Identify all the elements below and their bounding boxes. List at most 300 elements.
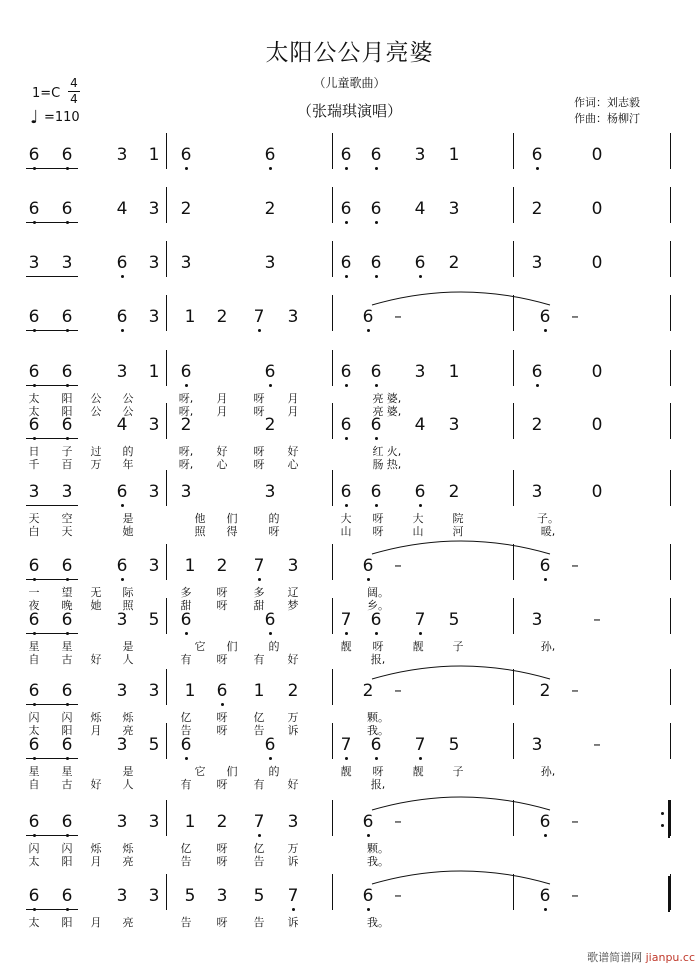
note: 6 [414,482,426,502]
lyric-syllable: 我。 [367,724,389,737]
note: 6 [28,362,40,382]
lyric-syllable: 呀 [216,653,228,666]
lyric-syllable: 亿 [180,711,192,724]
sustain-dash: – [394,886,402,904]
lyric-syllable: 呀 [216,599,228,612]
lyric-syllable: 阔。 [367,586,389,599]
note: 6 [370,253,382,273]
note: 6 [539,812,551,832]
lyric-syllable: 们 [226,765,238,778]
note: 6 [264,610,276,630]
note: 7 [414,610,426,630]
note: 6 [264,735,276,755]
lyric-syllable: 呀 [216,711,228,724]
lyric-syllable: 公 [90,392,102,405]
lyric-syllable: 们 [226,512,238,525]
lyric-syllable: 太 [28,724,40,737]
lyric-syllable: 报, [370,653,386,666]
lyric-syllable: 热, [386,458,402,471]
note: 6 [28,886,40,906]
note: 6 [61,415,73,435]
lyric-syllable: 无 [90,586,102,599]
note: 3 [116,610,128,630]
lyric-syllable: 孙, [540,640,556,653]
note: 5 [253,886,265,906]
lyricist-credit: 作词：刘志毅 [574,96,640,109]
lyric-syllable: 诉 [287,724,299,737]
note: 6 [61,812,73,832]
note: 6 [28,307,40,327]
lyric-syllable: 公 [122,405,134,418]
lyric-syllable: 千 [28,458,40,471]
lyric-syllable: 火, [386,445,402,458]
lyric-syllable: 的 [268,765,280,778]
note: 5 [448,610,460,630]
lyric-syllable: 星 [28,765,40,778]
note: 6 [370,362,382,382]
lyric-syllable: 闪 [61,711,73,724]
lyric-syllable: 月 [90,724,102,737]
lyric-syllable: 亮 [122,724,134,737]
lyric-syllable: 子 [452,765,464,778]
lyric-syllable: 望 [61,586,73,599]
lyric-syllable: 报, [370,778,386,791]
sustain-dash: – [571,556,579,574]
note: 6 [61,681,73,701]
note: 6 [28,610,40,630]
note: 6 [264,362,276,382]
lyric-syllable: 阳 [61,405,73,418]
note: 4 [414,415,426,435]
lyric-syllable: 婆, [386,392,402,405]
note: 2 [264,199,276,219]
note: 6 [180,610,192,630]
note: 3 [116,681,128,701]
lyric-syllable: 太 [28,855,40,868]
lyric-syllable: 万 [90,458,102,471]
note: 3 [264,482,276,502]
note: 6 [531,362,543,382]
note: 5 [148,610,160,630]
lyric-syllable: 自 [28,653,40,666]
lyric-syllable: 她 [122,525,134,538]
lyric-syllable: 星 [61,640,73,653]
note: 7 [287,886,299,906]
lyric-syllable: 一 [28,586,40,599]
lyric-syllable: 白 [28,525,40,538]
sustain-dash: – [571,812,579,830]
lyric-syllable: 照 [194,525,206,538]
lyric-syllable: 月 [216,392,228,405]
note: 6 [28,556,40,576]
lyric-syllable: 际 [122,586,134,599]
sustain-dash: – [571,681,579,699]
note: 6 [370,145,382,165]
note: 6 [180,145,192,165]
note: 6 [61,735,73,755]
lyric-syllable: 万 [287,711,299,724]
lyric-syllable: 他 [194,512,206,525]
note: 2 [531,415,543,435]
note: 6 [370,482,382,502]
lyric-syllable: 晚 [61,599,73,612]
singer-credit: （张瑞琪演唱） [296,102,402,120]
lyric-syllable: 呀 [372,640,384,653]
lyric-syllable: 闪 [61,842,73,855]
note: 3 [148,886,160,906]
lyric-syllable: 院 [452,512,464,525]
lyric-syllable: 好 [287,778,299,791]
note: 3 [287,556,299,576]
lyric-syllable: 暖, [540,525,556,538]
sustain-dash: – [394,556,402,574]
note: 2 [287,681,299,701]
note: 3 [531,253,543,273]
lyric-syllable: 阳 [61,855,73,868]
lyric-syllable: 我。 [367,855,389,868]
note: 6 [61,145,73,165]
note: 0 [591,415,603,435]
note: 3 [61,482,73,502]
note: 3 [148,556,160,576]
note: 1 [184,307,196,327]
watermark-domain: jianpu.cc [645,951,695,964]
note: 2 [216,812,228,832]
sustain-dash: – [394,681,402,699]
sustain-dash: – [394,812,402,830]
note: 3 [116,735,128,755]
note: 6 [539,556,551,576]
note: 3 [264,253,276,273]
note: 6 [340,482,352,502]
lyric-syllable: 月 [90,855,102,868]
lyric-syllable: 大 [340,512,352,525]
note: 6 [340,253,352,273]
note: 2 [539,681,551,701]
lyric-syllable: 多 [253,586,265,599]
lyric-syllable: 的 [268,640,280,653]
lyric-syllable: 好 [287,445,299,458]
key-signature: 1=C [32,86,61,101]
time-signature-bottom: 4 [70,92,78,106]
note: 4 [414,199,426,219]
slur [372,292,550,305]
note: 5 [148,735,160,755]
note: 6 [61,199,73,219]
lyric-syllable: 好 [287,653,299,666]
lyric-syllable: 梦 [287,599,299,612]
lyric-syllable: 诉 [287,855,299,868]
note: 1 [148,145,160,165]
lyric-syllable: 子 [452,640,464,653]
note: 3 [116,362,128,382]
note: 3 [148,482,160,502]
lyric-syllable: 心 [287,458,299,471]
note: 6 [370,610,382,630]
lyric-syllable: 呀 [253,458,265,471]
note: 4 [116,199,128,219]
quarter-note-icon: ♩ [30,107,39,128]
lyric-syllable: 颗。 [367,842,389,855]
tempo-mark: =110 [44,110,80,125]
lyric-syllable: 夜 [28,599,40,612]
note: 3 [287,812,299,832]
note: 1 [253,681,265,701]
note: 6 [116,482,128,502]
lyric-syllable: 有 [180,778,192,791]
lyric-syllable: 烁 [122,711,134,724]
lyric-syllable: 闪 [28,842,40,855]
note: 3 [148,415,160,435]
lyric-syllable: 乡。 [367,599,389,612]
note: 2 [180,199,192,219]
lyric-syllable: 大 [412,512,424,525]
lyric-syllable: 自 [28,778,40,791]
note: 6 [370,415,382,435]
lyric-syllable: 甜 [253,599,265,612]
note: 2 [180,415,192,435]
note: 1 [184,812,196,832]
note: 3 [61,253,73,273]
lyric-syllable: 古 [61,778,73,791]
lyric-syllable: 靓 [340,640,352,653]
note: 6 [340,362,352,382]
lyric-syllable: 她 [90,599,102,612]
note: 2 [264,415,276,435]
lyric-syllable: 孙, [540,765,556,778]
slur [372,797,550,810]
note: 3 [180,482,192,502]
song-title: 太阳公公月亮婆 [265,40,434,66]
lyric-syllable: 河 [452,525,464,538]
lyric-syllable: 告 [180,855,192,868]
lyric-syllable: 万 [287,842,299,855]
lyric-syllable: 阳 [61,392,73,405]
lyric-syllable: 亮 [372,392,384,405]
lyric-syllable: 山 [340,525,352,538]
lyric-syllable: 是 [122,512,134,525]
lyric-syllable: 有 [253,653,265,666]
note: 6 [531,145,543,165]
lyric-syllable: 太 [28,392,40,405]
note: 6 [180,735,192,755]
watermark [587,949,695,965]
note: 6 [362,812,374,832]
lyric-syllable: 人 [122,653,134,666]
lyric-syllable: 告 [253,724,265,737]
lyric-syllable: 月 [216,405,228,418]
note: 6 [539,307,551,327]
lyric-syllable: 们 [226,640,238,653]
lyric-syllable: 靓 [412,765,424,778]
note: 2 [216,556,228,576]
lyric-syllable: 告 [253,916,265,929]
note: 3 [448,199,460,219]
lyric-syllable: 好 [216,445,228,458]
lyric-syllable: 烁 [90,711,102,724]
note: 2 [448,253,460,273]
note: 7 [340,610,352,630]
slur [372,666,550,679]
note: 6 [539,886,551,906]
lyric-syllable: 多 [180,586,192,599]
note: 0 [591,362,603,382]
lyric-syllable: 呀, [178,392,194,405]
lyric-syllable: 人 [122,778,134,791]
lyric-syllable: 靓 [412,640,424,653]
lyric-syllable: 呀 [253,392,265,405]
lyric-syllable: 的 [122,445,134,458]
lyric-syllable: 告 [253,855,265,868]
note: 5 [448,735,460,755]
note: 6 [340,199,352,219]
note: 2 [216,307,228,327]
lyric-syllable: 红 [372,445,384,458]
note: 2 [531,199,543,219]
lyric-syllable: 日 [28,445,40,458]
note: 6 [61,886,73,906]
note: 2 [448,482,460,502]
note: 6 [362,307,374,327]
lyric-syllable: 好 [90,653,102,666]
lyric-syllable: 照 [122,599,134,612]
lyric-syllable: 肠 [372,458,384,471]
lyric-syllable: 阳 [61,724,73,737]
note: 7 [340,735,352,755]
song-subtitle: （儿童歌曲） [313,76,386,90]
slur [372,871,550,884]
note: 3 [531,610,543,630]
lyric-syllable: 天 [28,512,40,525]
lyric-syllable: 古 [61,653,73,666]
lyric-syllable: 是 [122,640,134,653]
note: 3 [414,145,426,165]
note: 6 [264,145,276,165]
note: 1 [448,362,460,382]
note: 6 [370,735,382,755]
lyric-syllable: 月 [90,916,102,929]
lyric-syllable: 亮 [122,855,134,868]
lyric-syllable: 烁 [122,842,134,855]
watermark-text: 歌谱简谱网 [587,951,646,964]
note: 7 [253,307,265,327]
sustain-dash: – [571,886,579,904]
note: 7 [253,556,265,576]
composer-credit: 作曲：杨柳汀 [574,112,640,125]
lyric-syllable: 亮 [122,916,134,929]
note: 1 [184,556,196,576]
note: 6 [61,610,73,630]
note: 3 [148,681,160,701]
note: 3 [116,886,128,906]
lyric-syllable: 月 [287,392,299,405]
note: 3 [148,199,160,219]
lyric-syllable: 呀 [253,405,265,418]
lyric-syllable: 婆, [386,405,402,418]
lyric-syllable: 月 [287,405,299,418]
note: 3 [414,362,426,382]
lyric-syllable: 太 [28,916,40,929]
lyric-syllable: 过 [90,445,102,458]
note: 6 [180,362,192,382]
note: 3 [148,307,160,327]
lyric-syllable: 告 [180,916,192,929]
lyric-syllable: 星 [61,765,73,778]
note: 6 [28,681,40,701]
lyric-syllable: 呀 [372,525,384,538]
lyric-syllable: 亮 [372,405,384,418]
note: 6 [116,307,128,327]
lyric-syllable: 亿 [180,842,192,855]
sustain-dash: – [571,307,579,325]
note: 0 [591,199,603,219]
note: 3 [28,482,40,502]
note: 3 [531,735,543,755]
note: 7 [253,812,265,832]
lyric-syllable: 的 [268,512,280,525]
note: 6 [340,145,352,165]
lyric-syllable: 呀 [216,778,228,791]
lyric-syllable: 呀 [216,916,228,929]
lyric-syllable: 是 [122,765,134,778]
note: 6 [28,415,40,435]
note: 3 [148,812,160,832]
lyric-syllable: 闪 [28,711,40,724]
lyric-syllable: 年 [122,458,134,471]
note: 5 [184,886,196,906]
lyric-syllable: 我。 [367,916,389,929]
note: 0 [591,253,603,273]
lyric-syllable: 有 [180,653,192,666]
note: 6 [61,362,73,382]
note: 6 [216,681,228,701]
note: 2 [362,681,374,701]
lyric-syllable: 诉 [287,916,299,929]
note: 1 [448,145,460,165]
note: 3 [287,307,299,327]
note: 6 [116,556,128,576]
note: 4 [116,415,128,435]
note: 6 [116,253,128,273]
sustain-dash: – [394,307,402,325]
note: 3 [116,145,128,165]
note: 0 [591,145,603,165]
note: 6 [28,199,40,219]
note: 3 [216,886,228,906]
lyric-syllable: 太 [28,405,40,418]
lyric-syllable: 百 [61,458,73,471]
note: 6 [362,886,374,906]
lyric-syllable: 呀 [216,724,228,737]
lyric-syllable: 呀 [216,855,228,868]
sustain-dash: – [593,735,601,753]
lyric-syllable: 靓 [340,765,352,778]
lyric-syllable: 烁 [90,842,102,855]
note: 3 [180,253,192,273]
note: 3 [116,812,128,832]
lyric-syllable: 呀, [178,445,194,458]
note: 6 [362,556,374,576]
note: 6 [340,415,352,435]
lyric-syllable: 亿 [253,842,265,855]
lyric-syllable: 子 [61,445,73,458]
lyric-syllable: 子。 [537,512,559,525]
lyric-syllable: 呀 [216,842,228,855]
note: 6 [28,735,40,755]
lyric-syllable: 得 [226,525,238,538]
lyric-syllable: 心 [216,458,228,471]
note: 3 [28,253,40,273]
